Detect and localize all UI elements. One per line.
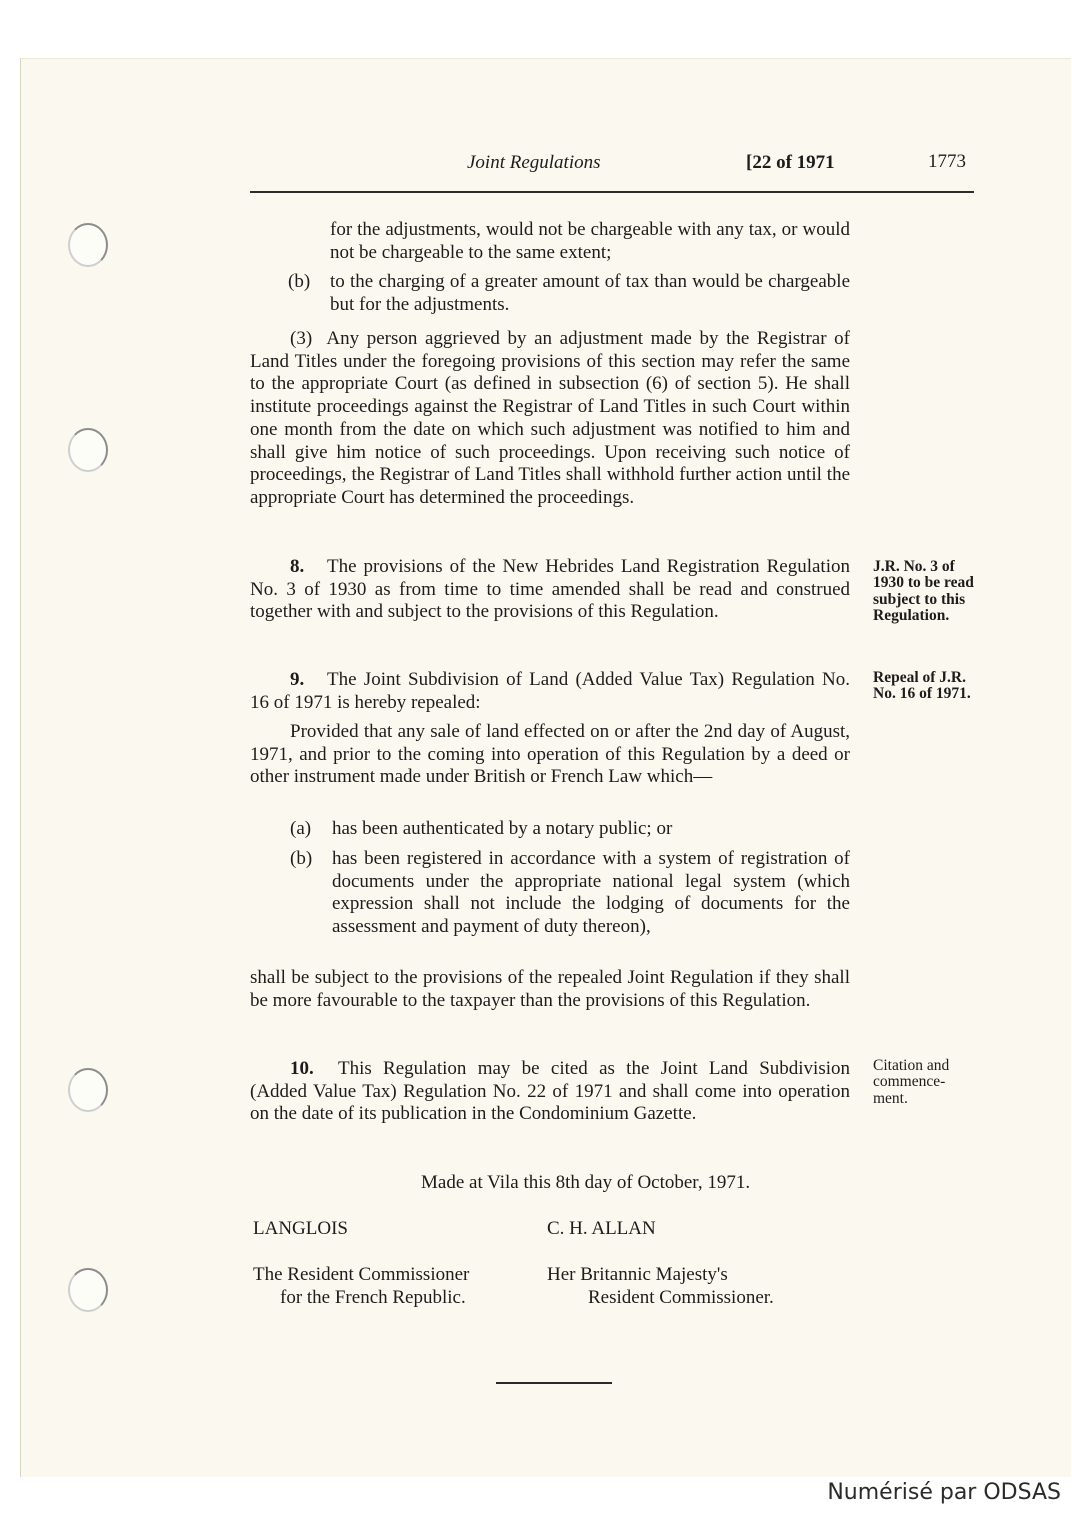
- digitization-watermark: Numérisé par ODSAS: [827, 1480, 1061, 1505]
- punch-hole: [68, 428, 108, 472]
- signatory-title: The Resident Commissioner: [253, 1264, 470, 1285]
- section-8-text: The provisions of the New Hebrides Land Registration Regulation No. 3 of 1930 as from time to time amended shall be read and construed together with and subject to the provisions of this Regulation.: [250, 556, 850, 623]
- item-label: (b): [288, 271, 311, 292]
- proviso: Provided that any sale of land effected on or after the 2nd day of August, 1971, and prior to the coming into operation of this Regulation by a deed or other instrument made under British or French Law which—: [250, 721, 850, 788]
- signatory-title: Resident Commissioner.: [588, 1287, 774, 1308]
- punch-hole: [68, 1268, 108, 1312]
- item-text: to the charging of a greater amount of tax than would be chargeable but for the adjustments.: [330, 271, 850, 315]
- header-rule: [250, 191, 974, 193]
- margin-note: J.R. No. 3 of 1930 to be read subject to this Regulation.: [873, 558, 974, 624]
- closing-paragraph: shall be subject to the provisions of the repealed Joint Regulation if they shall be more favourable to the taxpayer than the provisions of this Regulation.: [250, 967, 850, 1011]
- margin-note: Citation and commence-ment.: [873, 1057, 950, 1107]
- signatory-name: LANGLOIS: [253, 1218, 348, 1239]
- page-number: 1773: [928, 151, 966, 172]
- signatory-name: C. H. ALLAN: [547, 1218, 656, 1239]
- signatory-title: Her Britannic Majesty's: [547, 1264, 728, 1285]
- section-number: 10.: [290, 1058, 314, 1079]
- item-label: (b): [290, 848, 313, 869]
- item-text: has been authenticated by a notary public; or: [332, 818, 673, 839]
- punch-hole: [68, 1068, 108, 1112]
- made-at-line: Made at Vila this 8th day of October, 1971.: [421, 1172, 751, 1193]
- subsection-3: (3) Any person aggrieved by an adjustment made by the Registrar of Land Titles under the foregoing provisions of this section may refer the same to the appropriate Court (as defined in subsection (6) of section 5). He shall institute proceedings against the Registrar of Land Titles in such Court within one month from the date on which such adjustment was notified to him and shall give him notice of such proceedings. Upon receiving such notice of proceedings, the Registrar of Land Titles shall withhold further action until the appropriate Court has determined the proceedings.: [250, 328, 850, 508]
- running-title: Joint Regulations: [467, 152, 601, 173]
- punch-hole: [68, 223, 108, 267]
- margin-note: Repeal of J.R. No. 16 of 1971.: [873, 669, 971, 703]
- section-number: 8.: [290, 556, 305, 577]
- closing-rule: [496, 1382, 612, 1384]
- regulation-reference: [22 of 1971: [746, 152, 835, 173]
- signatory-title: for the French Republic.: [280, 1287, 466, 1308]
- continuation-paragraph: for the adjustments, would not be chargeable with any tax, or would not be chargeable to the same extent;: [330, 219, 850, 263]
- section-number: 9.: [290, 669, 305, 690]
- item-label: (a): [290, 818, 312, 839]
- item-text: has been registered in accordance with a system of registration of documents under the appropriate national legal system (which expression shall not include the lodging of documents for the assessment and payment of duty thereon),: [332, 848, 850, 938]
- section-9-text: The Joint Subdivision of Land (Added Value Tax) Regulation No. 16 of 1971 is hereby repealed:: [250, 669, 850, 713]
- section-10-text: This Regulation may be cited as the Joint Land Subdivision (Added Value Tax) Regulation No. 22 of 1971 and shall come into operation on the date of its publication in the Condominium Gazette.: [250, 1058, 850, 1125]
